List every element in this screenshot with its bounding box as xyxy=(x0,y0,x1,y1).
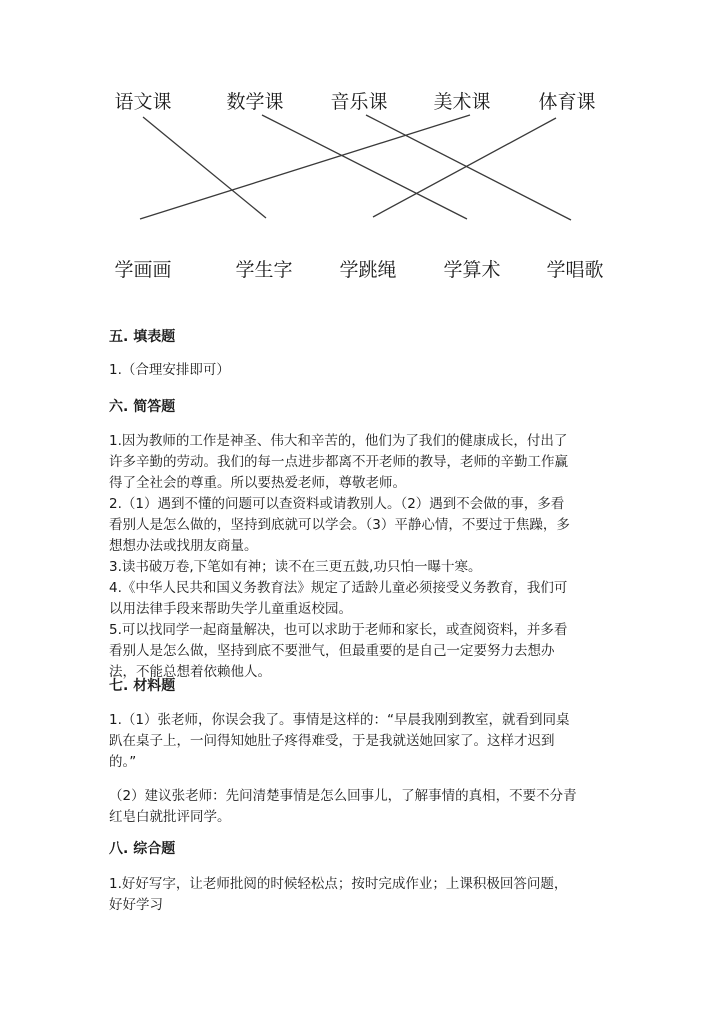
answer-line: 3.读书破万卷,下笔如有神；读不在三更五鼓,功只怕一曝十寒。 xyxy=(109,559,482,575)
match-line-chinese-characters xyxy=(143,117,266,218)
section-5-answer xyxy=(109,360,619,381)
top-item-chinese: 语文课 xyxy=(114,91,172,113)
answer-line: 许多辛勤的劳动。我们的每一点进步都离不开老师的教导，老师的辛勤工作赢 xyxy=(109,454,568,470)
answer-line: （2）建议张老师：先问清楚事情是怎么回事儿，了解事情的真相，不要不分青 xyxy=(109,788,577,804)
answer-line: 1.（合理安排即可） xyxy=(109,362,230,378)
matching-exercise xyxy=(0,0,720,300)
answer-line: 看别人是怎么做，坚持到底不要泄气，但最重要的是自己一定要努力去想办 xyxy=(109,643,555,659)
answer-line: 趴在桌子上，一问得知她肚子疼得难受，于是我就送她回家了。这样才迟到 xyxy=(109,733,555,749)
top-item-art: 美术课 xyxy=(433,91,491,113)
matching-lines xyxy=(0,0,720,300)
answer-line: 得了全社会的尊重。所以要热爱老师，尊敬老师。 xyxy=(109,475,406,491)
section-7-answer-2 xyxy=(109,786,619,828)
answer-line: 4.《中华人民共和国义务教育法》规定了适龄儿童必须接受义务教育，我们可 xyxy=(109,580,568,596)
answer-line: 5.可以找同学一起商量解决，也可以求助于老师和家长，或查阅资料，并多看 xyxy=(109,622,568,638)
answer-line: 法，不能总想着依赖他人。 xyxy=(109,664,271,680)
top-item-math: 数学课 xyxy=(226,91,284,113)
section-7-title: 七. 材料题 xyxy=(109,678,176,694)
section-5-title: 五. 填表题 xyxy=(109,329,176,345)
top-item-music: 音乐课 xyxy=(330,91,388,113)
answer-line: 以用法律手段来帮助失学儿童重返校园。 xyxy=(109,601,352,617)
answer-line: 1.因为教师的工作是神圣、伟大和辛苦的，他们为了我们的健康成长，付出了 xyxy=(109,433,568,449)
answer-line: 想想办法或找朋友商量。 xyxy=(109,538,258,554)
answer-line: 1.好好写字，让老师批阅的时候轻松点；按时完成作业；上课积极回答问题， xyxy=(109,876,568,892)
answer-line: 红皂白就批评同学。 xyxy=(109,809,231,825)
answer-line: 2.（1）遇到不懂的问题可以查资料或请教别人。（2）遇到不会做的事，多看 xyxy=(109,496,565,512)
bottom-item-characters: 学生字 xyxy=(235,259,293,281)
answer-line: 的。” xyxy=(109,754,137,770)
match-line-art-drawing xyxy=(140,115,470,219)
bottom-item-singing: 学唱歌 xyxy=(546,259,604,281)
bottom-item-jumprope: 学跳绳 xyxy=(339,259,397,281)
answer-line: 1.（1）张老师，你误会我了。事情是这样的：“早晨我刚到教室，就看到同桌 xyxy=(109,712,570,728)
answer-line: 好好学习 xyxy=(109,897,163,913)
section-6-title: 六. 简答题 xyxy=(109,399,176,415)
section-7-answer-1 xyxy=(109,710,619,773)
section-6-answers xyxy=(109,431,619,683)
answer-line: 看别人是怎么做的，坚持到底就可以学会。（3）平静心情，不要过于焦躁，多 xyxy=(109,517,570,533)
top-item-pe: 体育课 xyxy=(538,91,596,113)
section-8-answer xyxy=(109,874,619,916)
section-8-title: 八. 综合题 xyxy=(109,841,176,857)
bottom-item-drawing: 学画画 xyxy=(114,259,172,281)
bottom-item-arithmetic: 学算术 xyxy=(443,259,501,281)
match-line-math-arithmetic xyxy=(262,115,467,219)
